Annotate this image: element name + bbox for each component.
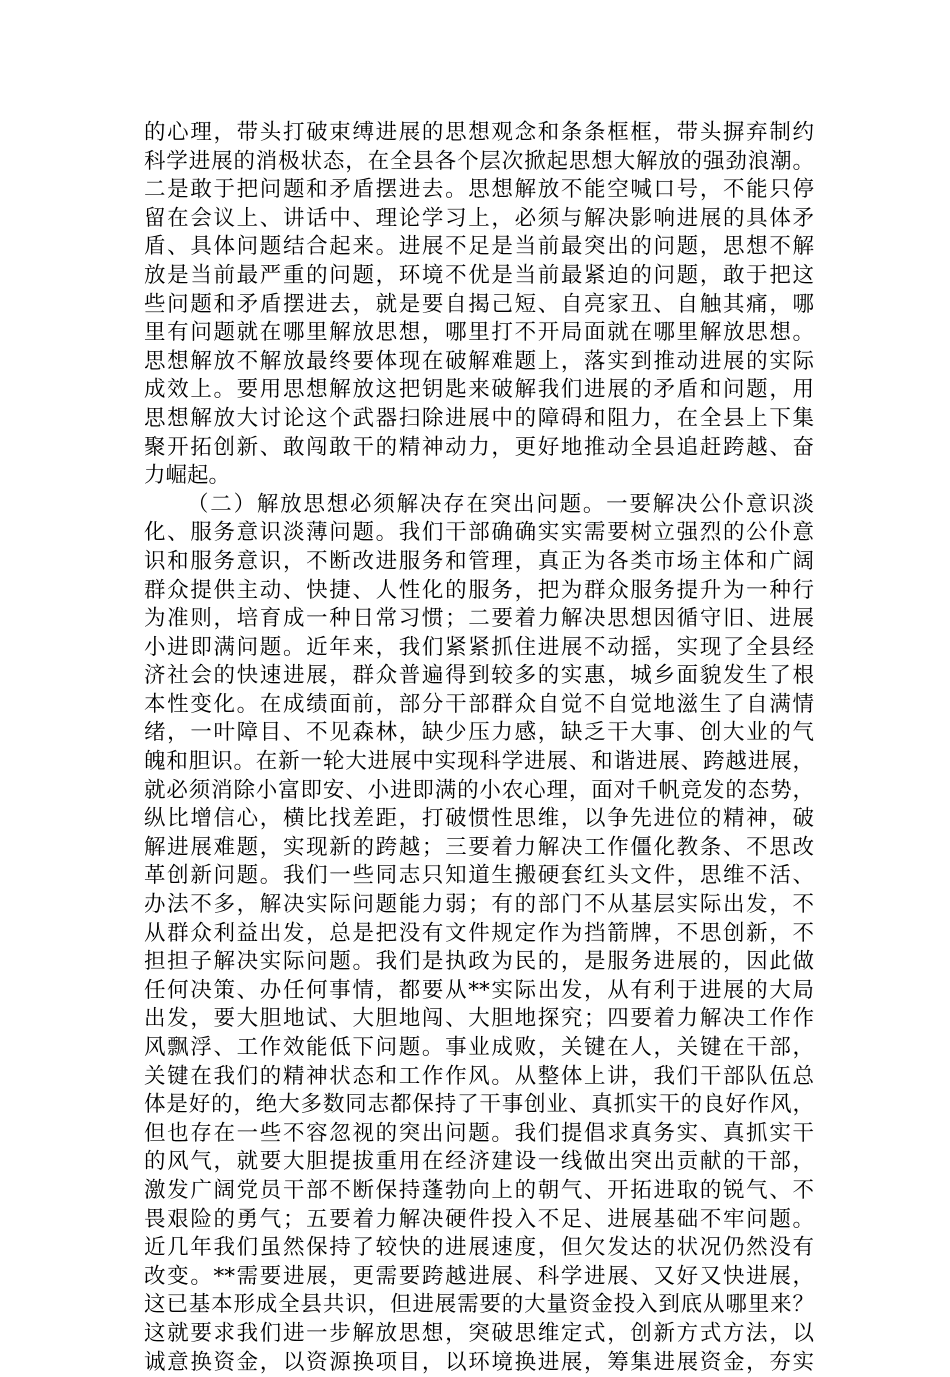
text-line: 聚开拓创新、敢闯敢干的精神动力，更好地推动全县追赶跨越、奋 — [144, 434, 814, 460]
text-line: 诚意换资金，以资源换项目，以环境换进展，筹集进展资金，夯实 — [144, 1349, 814, 1375]
text-line: 体是好的，绝大多数同志都保持了干事创业、真抓实干的良好作风， — [144, 1092, 814, 1118]
text-line: 近几年我们虽然保持了较快的进展速度，但欠发达的状况仍然没有 — [144, 1235, 814, 1261]
text-line: （二）解放思想必须解决存在突出问题。一要解决公仆意识淡 — [187, 491, 814, 517]
text-line: 纵比增信心，横比找差距，打破惯性思维，以争先进位的精神，破 — [144, 806, 814, 832]
text-line: 任何决策、办任何事情，都要从**实际出发，从有利于进展的大局 — [144, 977, 814, 1003]
text-line: 关键在我们的精神状态和工作作风。从整体上讲，我们干部队伍总 — [144, 1063, 814, 1089]
text-line: 的心理，带头打破束缚进展的思想观念和条条框框，带头摒弃制约 — [144, 120, 814, 145]
text-line: 担担子解决实际问题。我们是执政为民的，是服务进展的，因此做 — [144, 949, 814, 975]
text-line: 里有问题就在哪里解放思想，哪里打不开局面就在哪里解放思想。 — [144, 320, 814, 346]
text-line: 群众提供主动、快捷、人性化的服务，把为群众服务提升为一种行 — [144, 577, 814, 603]
text-line: 放是当前最严重的问题，环境不优是当前最紧迫的问题，敢于把这 — [144, 262, 814, 288]
text-line: 魄和胆识。在新一轮大进展中实现科学进展、和谐进展、跨越进展， — [144, 749, 814, 775]
text-line: 成效上。要用思想解放这把钥匙来破解我们进展的矛盾和问题，用 — [144, 377, 814, 403]
text-line: 这就要求我们进一步解放思想，突破思维定式，创新方式方法，以 — [144, 1320, 814, 1346]
text-line: 力崛起。 — [144, 463, 231, 489]
text-line: 思想解放大讨论这个武器扫除进展中的障碍和阻力，在全县上下集 — [144, 405, 814, 431]
text-line: 科学进展的消极状态，在全县各个层次掀起思想大解放的强劲浪潮。 — [144, 148, 814, 174]
text-line: 激发广阔党员干部不断保持蓬勃向上的朝气、开拓进取的锐气、不 — [144, 1177, 814, 1203]
text-line: 些问题和矛盾摆进去，就是要自揭己短、自亮家丑、自触其痛，哪 — [144, 291, 814, 317]
text-line: 识和服务意识，不断改进服务和管理，真正为各类市场主体和广阔 — [144, 548, 814, 574]
text-line: 绪，一叶障目、不见森林，缺少压力感，缺乏干大事、创大业的气 — [144, 720, 814, 746]
text-line: 济社会的快速进展，群众普遍得到较多的实惠，城乡面貌发生了根 — [144, 663, 814, 689]
text-line: 思想解放不解放最终要体现在破解难题上，落实到推动进展的实际 — [144, 348, 814, 374]
text-line: 这已基本形成全县共识，但进展需要的大量资金投入到底从哪里来？ — [144, 1292, 814, 1318]
text-line: 解进展难题，实现新的跨越；三要着力解决工作僵化教条、不思改 — [144, 834, 814, 860]
text-line: 改变。**需要进展，更需要跨越进展、科学进展、又好又快进展， — [144, 1263, 814, 1289]
text-line: 留在会议上、讲话中、理论学习上，必须与解决影响进展的具体矛 — [144, 205, 814, 231]
text-line: 风飘浮、工作效能低下问题。事业成败，关键在人，关键在干部， — [144, 1035, 814, 1060]
text-line: 就必须消除小富即安、小进即满的小农心理，面对千帆竞发的态势， — [144, 777, 814, 803]
text-line: 出发，要大胆地试、大胆地闯、大胆地探究；四要着力解决工作作 — [144, 1006, 814, 1032]
body-text — [144, 119, 814, 1377]
text-line: 办法不多，解决实际问题能力弱；有的部门不从基层实际出发，不 — [144, 892, 814, 918]
text-line: 二是敢于把问题和矛盾摆进去。思想解放不能空喊口号，不能只停 — [144, 177, 814, 203]
text-line: 的风气，就要大胆提拔重用在经济建设一线做出突出贡献的干部， — [144, 1149, 814, 1175]
text-line: 畏艰险的勇气；五要着力解决硬件投入不足、进展基础不牢问题。 — [144, 1206, 814, 1232]
text-line: 但也存在一些不容忽视的突出问题。我们提倡求真务实、真抓实干 — [144, 1120, 814, 1146]
text-line: 小进即满问题。近年来，我们紧紧抓住进展不动摇，实现了全县经 — [144, 634, 814, 660]
text-line: 革创新问题。我们一些同志只知道生搬硬套红头文件，思维不活、 — [144, 863, 814, 889]
text-line: 从群众利益出发，总是把没有文件规定作为挡箭牌，不思创新，不 — [144, 920, 814, 946]
text-line: 本性变化。在成绩面前，部分干部群众自觉不自觉地滋生了自满情 — [144, 691, 814, 717]
text-line: 为准则，培育成一种日常习惯；二要着力解决思想因循守旧、进展 — [144, 606, 814, 632]
text-line: 化、服务意识淡薄问题。我们干部确确实实需要树立强烈的公仆意 — [144, 520, 814, 546]
text-line: 盾、具体问题结合起来。进展不足是当前最突出的问题，思想不解 — [144, 234, 814, 260]
